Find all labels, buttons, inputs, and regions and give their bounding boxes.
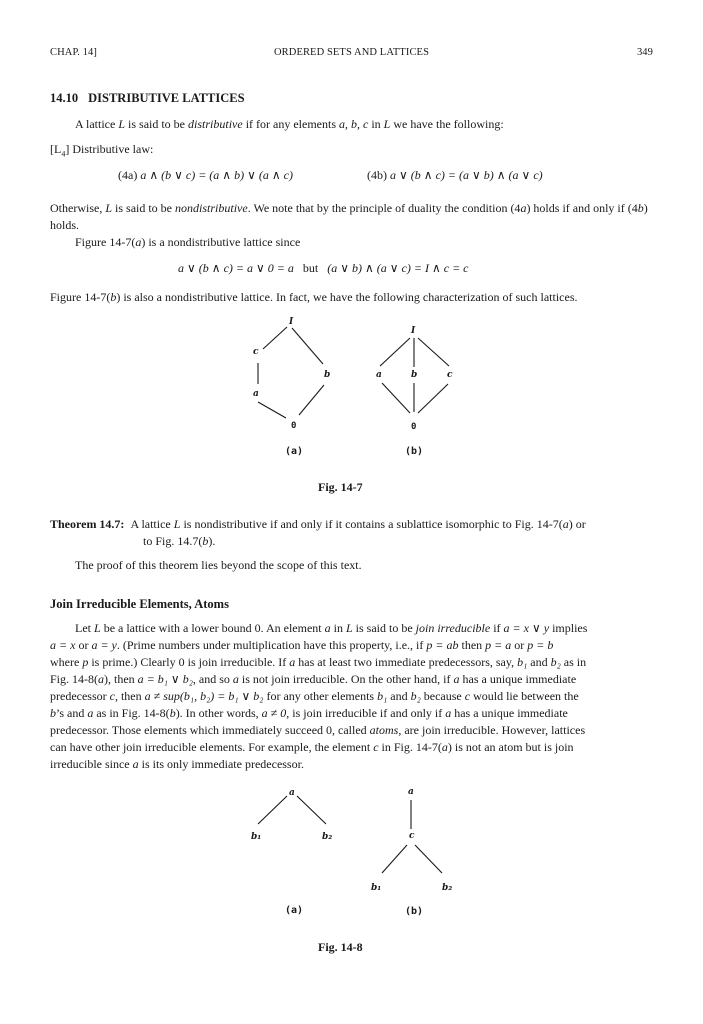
edge-c-0 [418,384,448,413]
page-number: 349 [636,47,653,58]
join-irreducible-paragraph: Let L be a lattice with a lower bound 0. An element a in L is said to be join irreducible if a = x ∨ y implies a = x or a = y. (Prime numbers under multiplication have this property, i.e., if p = ab then p = a or p = b where p is prime.) Clearly 0 is join irreducible. If a has at least two immediate predecessors, say, b₁ and b₂ as in Fig. 14-8(a), then a = b₁ ∨ b₂, and so a is not join irreducible. On the other hand, if a has a unique immediate predecessor c, then a ≠ sup(b₁, b₂) = b₁ ∨ b₂ for any other elements b₁ and b₂ because c would lie between the b’s and a as in Fig. 14-8(b). In other words, a ≠ 0, is join irreducible if and only if a has a unique immediate predecessor. Those elements which immediately succeed 0, called atoms, are join irreducible. However, lattices can have other join irreducible elements. For example, the element c in Fig. 14-7(a) is not an atom but is join irreducible since a is its only immediate predecessor. [50,621,588,771]
section-name: DISTRIBUTIVE LATTICES [88,91,245,105]
fig147b-node-b: b [411,370,418,380]
fig147b-node-0: 0 [411,422,417,432]
fig147a-node-c: c [253,347,259,357]
figure-147a-paragraph: Figure 14-7(a) is a nondistributive lattice since [75,235,301,249]
edge-I-c [263,327,287,349]
theorem-14-7-line2: to Fig. 14.7(b). [143,534,216,548]
subsection-heading: Join Irreducible Elements, Atoms [50,597,229,611]
edge-a-0 [382,383,410,413]
edge-c-b1 [382,845,407,873]
edge-a-b2 [297,796,326,824]
definition-paragraph: A lattice L is said to be distributive if for any elements a, b, c in L we have the following: [75,117,504,131]
theorem-label: Theorem 14.7: [50,517,125,531]
figure-14-7a-diagram [245,318,335,430]
fig148b-label: (b) [405,906,424,917]
section-title [50,91,245,106]
edge-c-b2 [415,845,442,873]
nondistributive-paragraph: Otherwise, L is said to be nondistributive. We note that by the principle of duality the condition (4a) holds if and only if (4b) holds. [50,201,648,232]
theorem-14-7: Theorem 14.7: A lattice L is nondistributive if and only if it contains a sublattice isomorphic to Fig. 14-7(a) or [50,517,586,531]
header-title: ORDERED SETS AND LATTICES [273,47,430,58]
fig147a-node-I: I [289,317,294,327]
equation-4b: (4b) a ∨ (b ∧ c) = (a ∨ b) ∧ (a ∨ c) [367,168,543,182]
edge-a-b1 [258,796,287,824]
fig147a-node-a: a [253,389,259,399]
theorem-proof-note: The proof of this theorem lies beyond the scope of this text. [75,558,362,572]
distributive-law-label: $[L_4]$ Distributive law: [50,142,154,159]
fig148b-node-c: c [409,831,415,841]
edge-I-c [418,338,449,366]
edge-I-b [292,328,323,364]
fig148a-node-b1: b₁ [251,832,262,842]
running-header [50,47,653,61]
fig148a-node-b2: b₂ [322,832,333,842]
figure-147b-paragraph: Figure 14-7(b) is also a nondistributive lattice. In fact, we have the following characterization of such lattices. [50,290,578,304]
fig147b-node-I: I [411,326,416,336]
edge-b-0 [299,385,324,415]
figure-14-8-caption: Fig. 14-8 [318,940,363,954]
fig148b-node-a: a [408,787,414,797]
fig148a-label: (a) [285,905,304,916]
edge-a-0 [258,402,286,418]
fig147b-node-c: c [447,370,453,380]
fig147b-label: (b) [405,446,424,457]
fig148a-node-a: a [289,788,295,798]
nondistributive-example-equation: a ∨ (b ∧ c) = a ∨ 0 = a but (a ∨ b) ∧ (a ∨ c) = I ∧ c = c [178,261,469,275]
fig148b-node-b2: b₂ [442,883,453,893]
fig147a-node-b: b [324,370,331,380]
header-chapter: CHAP. 14] [50,47,97,58]
figure-14-7b-diagram [368,330,463,430]
fig148b-node-b1: b₁ [371,883,382,893]
fig147a-label: (a) [285,446,304,457]
fig147a-node-0: 0 [291,421,297,431]
equation-4a: (4a) a ∧ (b ∨ c) = (a ∧ b) ∨ (a ∧ c) [118,168,293,182]
edge-I-a [380,338,410,366]
fig147b-node-a: a [376,370,382,380]
figure-14-7-caption: Fig. 14-7 [318,480,363,494]
figure-14-8b-diagram [370,795,460,885]
section-number: 14.10 [50,91,79,105]
